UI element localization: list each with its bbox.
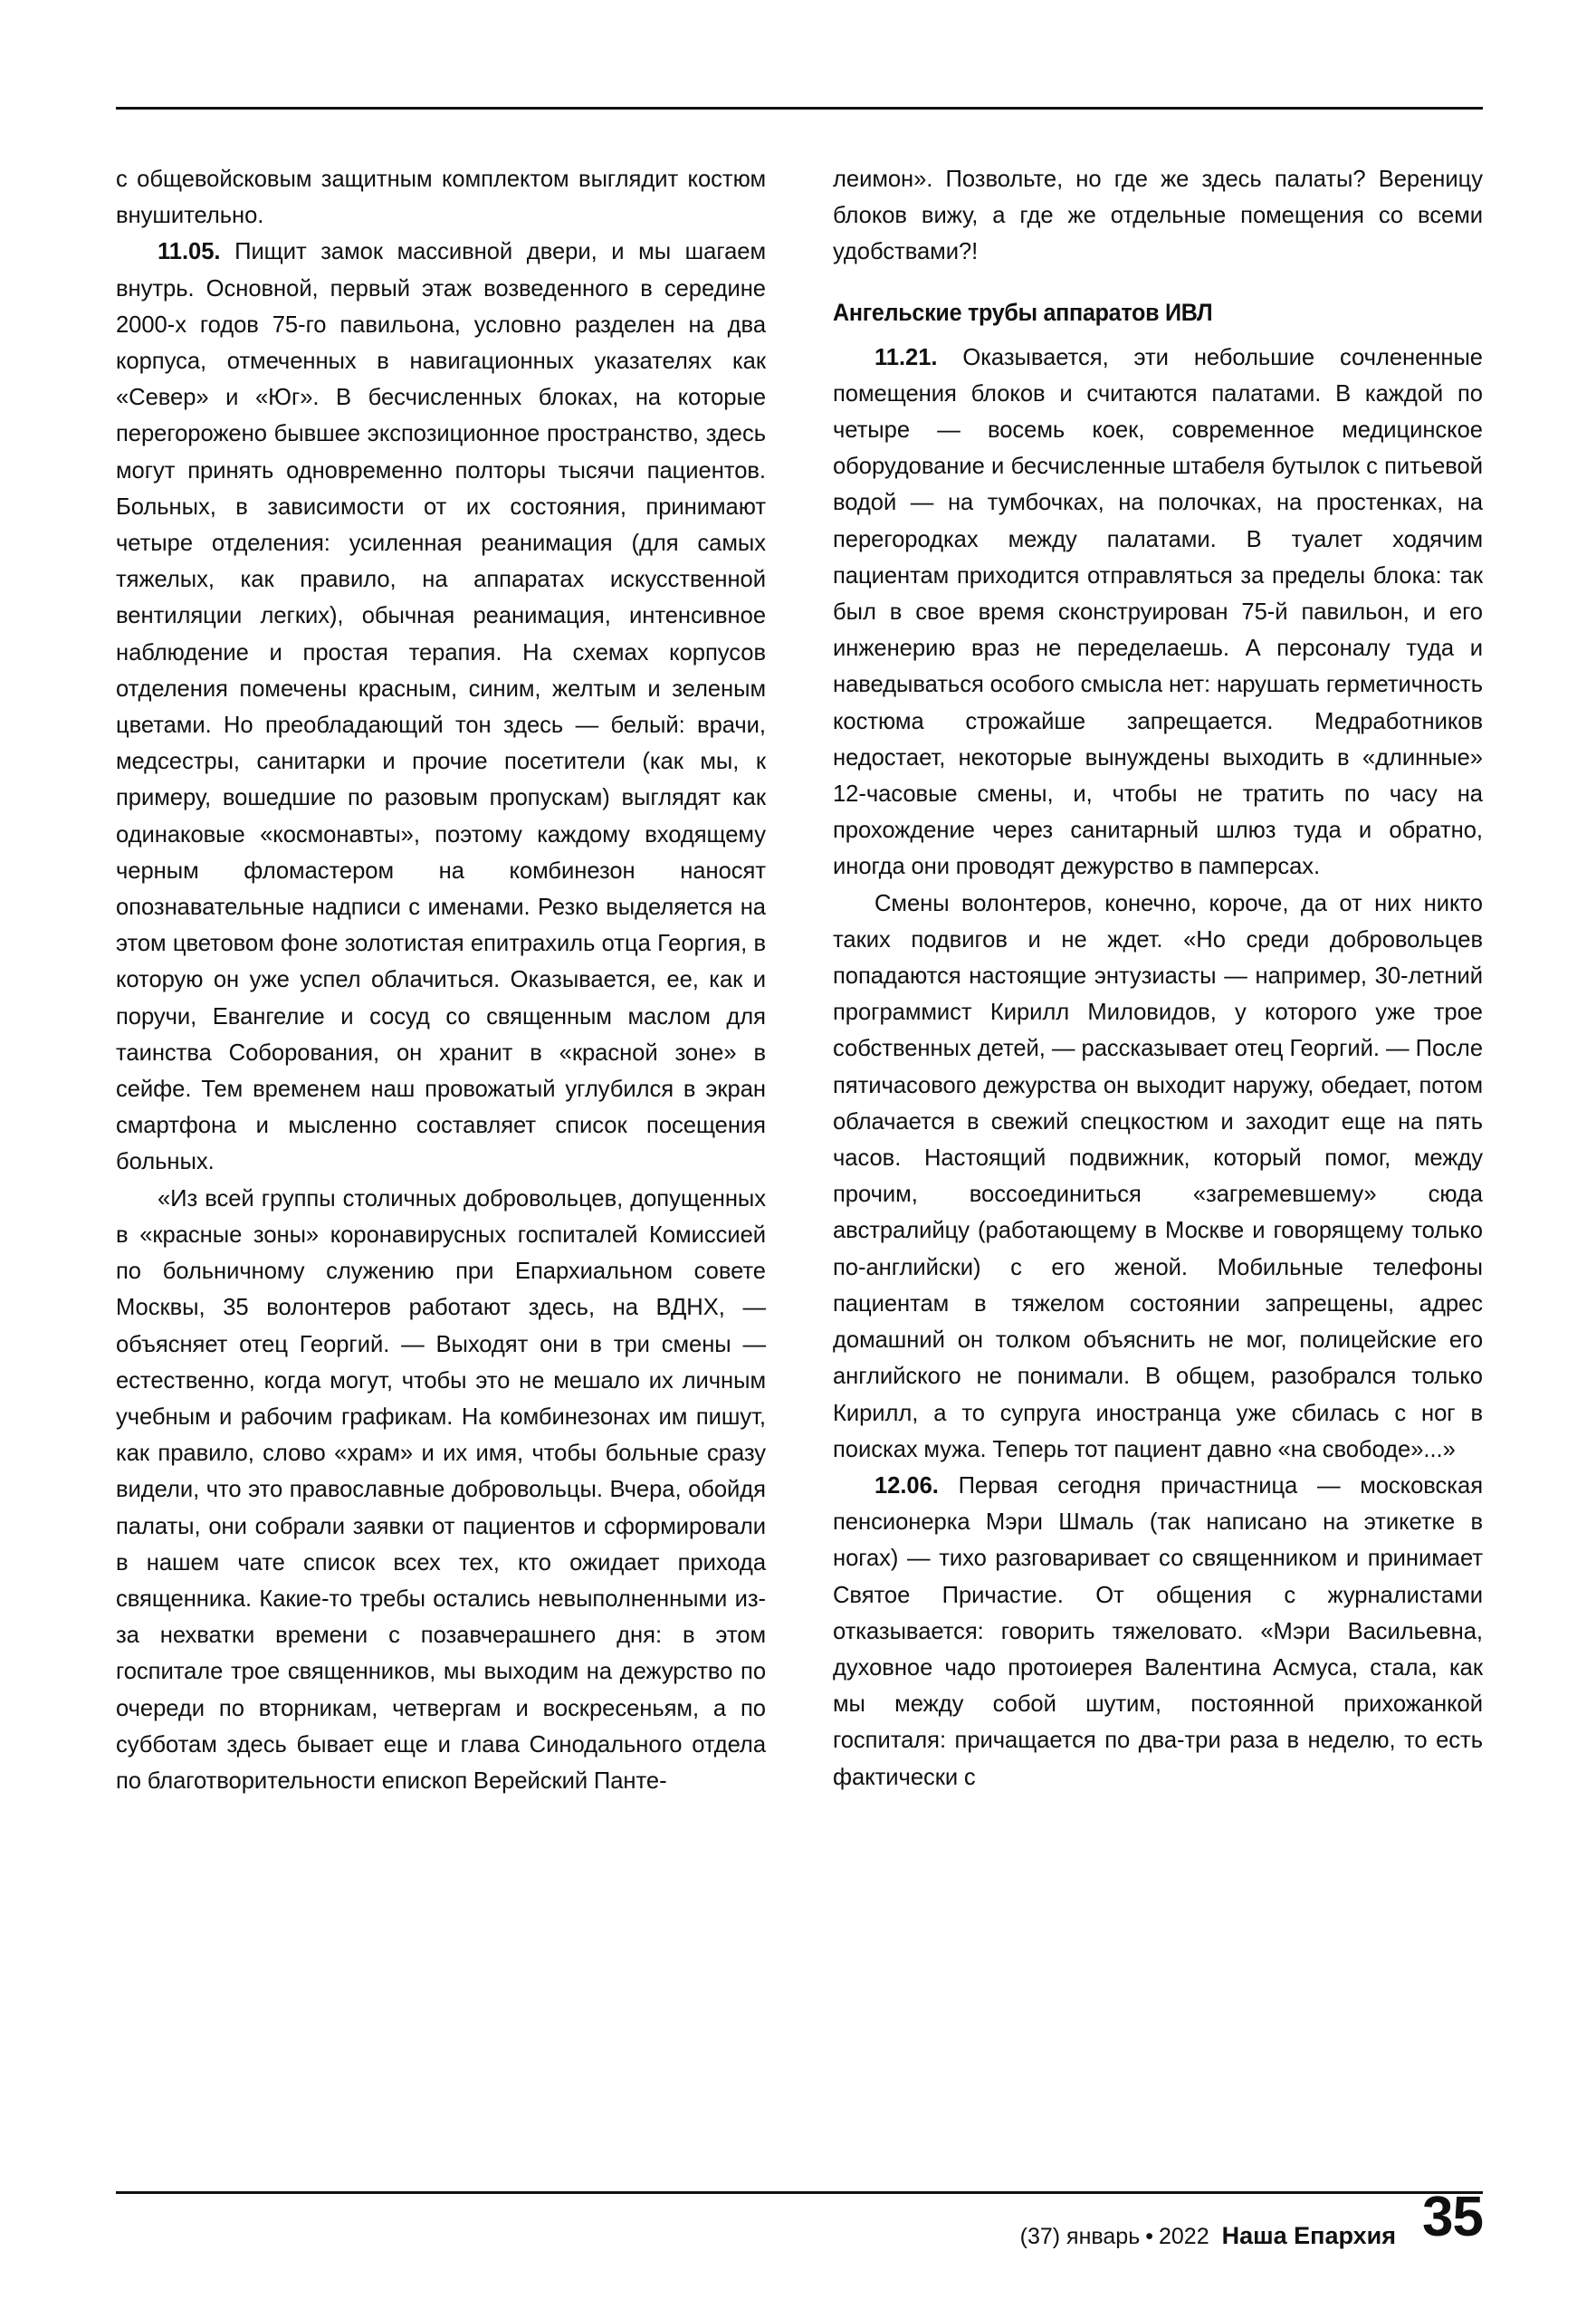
paragraph-text: леимон». Позвольте, но где же здесь палаты? Вереницу блоков вижу, а где же отдельные помещения со всеми удобствами?! <box>833 167 1483 265</box>
paragraph-lead: 11.05. <box>158 239 221 265</box>
article-columns <box>116 161 1483 2153</box>
paragraph-text: «Из всей группы столичных добровольцев, допущенных в «красные зоны» коронавирусных госпиталей Комиссией по больничному служению при Епархиальном совете Москвы, 35 волонтеров работают здесь, на ВДНХ, — объясняет отец Георгий. — Выходят они в три смены — естественно, когда могут, чтобы это не мешало их личным учебным и рабочим графикам. На комбинезонах им пишут, как правило, слово «храм» и их имя, чтобы больные сразу видели, что это православные добровольцы. Вчера, обойдя палаты, они собрали заявки от пациентов и сформировали в нашем чате список всех тех, кто ожидает прихода священника. Какие-то требы остались невыполненными из-за нехватки времени с позавчерашнего дня: в этом госпитале трое священников, мы выходим на дежурство по очереди по вторникам, четвергам и воскресеньям, а по субботам здесь бывает еще и глава Синодального отдела по благотворительности епископ Верейский Панте- <box>116 1185 766 1794</box>
paragraph-text: Оказывается, эти небольшие сочлененные помещения блоков и считаются палатами. В каждой по четыре — восемь коек, современное медицинское оборудование и бесчисленные штабеля бутылок с питьевой водой — на тумбочках, на полочках, на простенках, на перегородках между палатами. В туалет ходячим пациентам приходится отправляться за пределы блока: так был в свое время сконструирован 75-й павильон, и его инженерию враз не переделаешь. А персоналу туда и наведываться особого смысла нет: нарушать герметичность костюма строжайше запрещается. Медработников недостает, некоторые вынуждены выходить в «длинные» 12-часовые смены, и, чтобы не тратить по часу на прохождение через санитарный шлюз туда и обратно, иногда они проводят дежурство в памперсах. <box>833 344 1483 880</box>
footer-magazine-title: Наша Епархия <box>1221 2222 1396 2249</box>
page-footer <box>116 2186 1483 2284</box>
paragraph-lead: 11.21. <box>874 344 938 370</box>
section-subheading: Ангельские трубы аппаратов ИВЛ <box>833 298 1213 326</box>
paragraph-text: Первая сегодня причастница — московская пенсионерка Мэри Шмаль (так написано на этикетке в ногах) — тихо разговаривает со священником и принимает Святое Причастие. От общения с журналистами отказывается: говорить тяжеловато. «Мэри Васильевна, духовное чадо протоиерея Валентина Асмуса, стала, как мы между собой шутим, постоянной прихожанкой госпиталя: причащается по два-три раза в неделю, то есть фактически с <box>833 1472 1483 1790</box>
paragraph <box>116 161 766 234</box>
top-rule <box>116 107 1483 110</box>
paragraph <box>833 886 1483 1468</box>
footer-meta <box>1020 2222 1396 2250</box>
bottom-rule <box>116 2191 1483 2194</box>
paragraph-text: Смены волонтеров, конечно, короче, да от них никто таких подвигов и не ждет. «Но среди добровольцев попадаются настоящие энтузиасты — например, 30-летний программист Кирилл Миловидов, у которого уже трое собственных детей, — рассказывает отец Георгий. — После пятичасового дежурства он выходит наружу, обедает, потом облачается в свежий спецкостюм и заходит еще на пять часов. Настоящий подвижник, который помог, между прочим, воссоединиться «загремевшему» сюда австралийцу (работающему в Москве и говорящему только по-английски) с его женой. Мобильные телефоны пациентам в тяжелом состоянии запрещены, адрес домашний он толком объяснить не мог, полицейские его английского не понимали. В общем, разобрался только Кирилл, а то супруга иностранца уже сбилась с ног в поисках мужа. Теперь тот пациент давно «на свободе»...» <box>833 890 1483 1462</box>
left-column <box>116 161 766 2153</box>
right-column <box>833 161 1483 2153</box>
paragraph-text: Пищит замок массивной двери, и мы шагаем внутрь. Основной, первый этаж возведенного в середине 2000-х годов 75-го павильона, условно разделен на два корпуса, отмеченных в навигационных указателях как «Север» и «Юг». В бесчисленных блоках, на которые перегорожено бывшее экспозиционное пространство, здесь могут принять одновременно полторы тысячи пациентов. Больных, в зависимости от их состояния, принимают четыре отделения: усиленная реанимация (для самых тяжелых, как правило, на аппаратах искусственной вентиляции легких), обычная реанимация, интенсивное наблюдение и простая терапия. На схемах корпусов отделения помечены красным, синим, желтым и зеленым цветами. Но преобладающий тон здесь — белый: врачи, медсестры, санитарки и прочие посетители (как мы, к примеру, вошедшие по разовым пропускам) выглядят как одинаковые «космонавты», поэтому каждому входящему черным фломастером на комбинезон наносят опознавательные надписи с именами. Резко выделяется на этом цветовом фоне золотистая епитрахиль отца Георгия, в которую он уже успел облачиться. Оказывается, ее, как и поручи, Евангелие и сосуд со священным маслом для таинства Соборования, он хранит в «красной зоне» в сейфе. Тем временем наш провожатый углубился в экран смартфона и мысленно составляет список посещения больных. <box>116 239 766 1175</box>
paragraph <box>833 340 1483 886</box>
footer-issue: (37) январь <box>1019 2224 1141 2249</box>
footer-year: 2022 <box>1159 2224 1209 2249</box>
paragraph-lead: 12.06. <box>874 1472 939 1499</box>
paragraph <box>833 1468 1483 1796</box>
paragraph <box>116 1181 766 1799</box>
paragraph <box>833 161 1483 271</box>
page-number: 35 <box>1422 2186 1483 2248</box>
footer-separator: • <box>1145 2224 1153 2249</box>
paragraph <box>116 234 766 1180</box>
paragraph-text: с общевойсковым защитным комплектом выглядит костюм внушительно. <box>116 167 766 229</box>
